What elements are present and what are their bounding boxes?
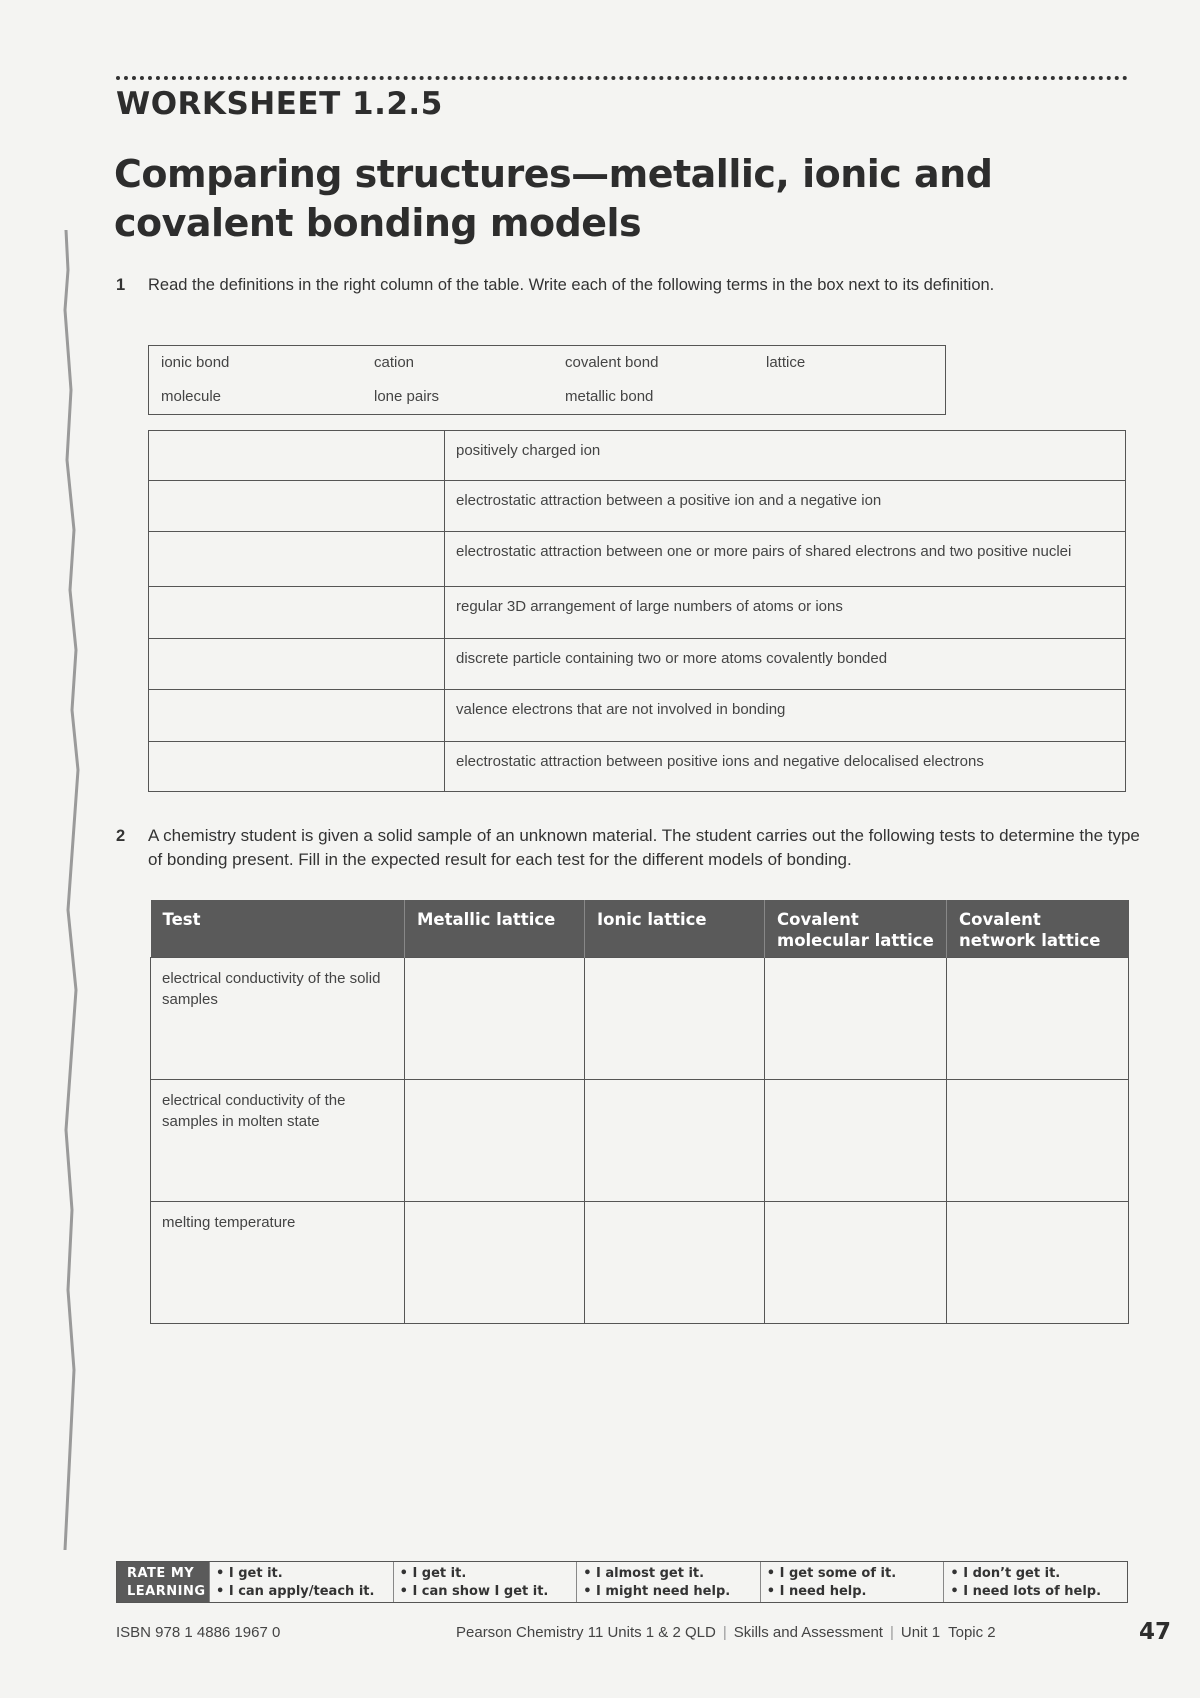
test-cell: electrical conductivity of the solid samples <box>151 958 405 1080</box>
question-number: 2 <box>116 827 126 845</box>
term-item: covalent bond <box>565 354 659 371</box>
column-header: Ionic lattice <box>585 900 765 958</box>
answer-box[interactable] <box>149 431 445 481</box>
rate-my-learning-label: RATE MY LEARNING <box>117 1562 209 1602</box>
rating-option[interactable]: • I get it. • I can apply/teach it. <box>209 1562 393 1602</box>
rating-line: I need lots of help. <box>963 1584 1102 1599</box>
term-item: lone pairs <box>374 388 440 405</box>
table-row <box>149 532 1126 587</box>
answer-cell[interactable] <box>585 1080 765 1202</box>
page-number: 47 <box>1139 1619 1172 1645</box>
footer-book-title: Pearson Chemistry 11 Units 1 & 2 QLD <box>456 1624 716 1641</box>
footer-book-info: Pearson Chemistry 11 Units 1 & 2 QLD | Skills and Assessment | Unit 1 Topic 2 <box>456 1624 996 1641</box>
table-row <box>151 1080 1129 1202</box>
term-item: lattice <box>766 354 806 371</box>
definition-cell: electrostatic attraction between a positive ion and a negative ion <box>445 481 1126 532</box>
term-item: molecule <box>161 388 222 405</box>
answer-cell[interactable] <box>405 1202 585 1324</box>
answer-cell[interactable] <box>585 958 765 1080</box>
table-row <box>149 587 1126 639</box>
column-header: Test <box>151 900 405 958</box>
footer-unit: Unit 1 Topic 2 <box>900 1624 996 1641</box>
answer-cell[interactable] <box>765 958 947 1080</box>
term-item: ionic bond <box>161 354 230 371</box>
question-text: Read the definitions in the right column of the table. Write each of the following terms in the box next to its definition. <box>148 276 995 294</box>
table-row <box>149 431 1126 481</box>
answer-box[interactable] <box>149 690 445 742</box>
answer-box[interactable] <box>149 532 445 587</box>
rating-line: I get some of it. <box>779 1566 897 1581</box>
definition-cell: positively charged ion <box>445 431 1126 481</box>
test-cell: electrical conductivity of the samples in molten state <box>151 1080 405 1202</box>
worksheet-label: WORKSHEET 1.2.5 <box>116 86 443 122</box>
answer-cell[interactable] <box>585 1202 765 1324</box>
answer-cell[interactable] <box>405 958 585 1080</box>
table-row <box>149 639 1126 690</box>
column-header: Covalent network lattice <box>947 900 1129 958</box>
rating-option[interactable]: • I get it. • I can show I get it. <box>393 1562 577 1602</box>
rating-line: I almost get it. <box>596 1566 705 1581</box>
column-header: Covalent molecular lattice <box>765 900 947 958</box>
rating-line: I can show I get it. <box>412 1584 549 1599</box>
question-number: 1 <box>116 276 126 294</box>
page-title: Comparing structures—metallic, ionic and covalent bonding models <box>114 152 993 245</box>
table-header-row <box>151 900 1129 958</box>
definition-cell: electrostatic attraction between one or more pairs of shared electrons and two positive nuclei <box>445 532 1126 587</box>
rate-my-learning-bar <box>116 1561 1128 1603</box>
answer-cell[interactable] <box>405 1080 585 1202</box>
definition-cell: valence electrons that are not involved in bonding <box>445 690 1126 742</box>
rating-line: I can apply/teach it. <box>228 1584 375 1599</box>
header-dotted-rule <box>116 76 1128 80</box>
table-row <box>151 1202 1129 1324</box>
column-header: Metallic lattice <box>405 900 585 958</box>
answer-box[interactable] <box>149 742 445 792</box>
table-row <box>149 690 1126 742</box>
rating-line: I get it. <box>412 1566 467 1581</box>
answer-cell[interactable] <box>947 958 1129 1080</box>
definition-cell: discrete particle containing two or more atoms covalently bonded <box>445 639 1126 690</box>
answer-cell[interactable] <box>947 1202 1129 1324</box>
answer-box[interactable] <box>149 587 445 639</box>
term-box <box>148 345 946 415</box>
definition-cell: regular 3D arrangement of large numbers of atoms or ions <box>445 587 1126 639</box>
footer-isbn: ISBN 978 1 4886 1967 0 <box>116 1624 281 1641</box>
footer-section: Skills and Assessment <box>733 1624 883 1641</box>
rating-option[interactable]: • I don’t get it. • I need lots of help. <box>943 1562 1127 1602</box>
torn-edge-decoration <box>62 230 90 1550</box>
definition-cell: electrostatic attraction between positive ions and negative delocalised electrons <box>445 742 1126 792</box>
answer-cell[interactable] <box>947 1080 1129 1202</box>
rating-line: I might need help. <box>596 1584 731 1599</box>
answer-cell[interactable] <box>765 1080 947 1202</box>
test-cell: melting temperature <box>151 1202 405 1324</box>
term-item: metallic bond <box>565 388 654 405</box>
table-row <box>149 481 1126 532</box>
table-row <box>151 958 1129 1080</box>
answer-box[interactable] <box>149 481 445 532</box>
rating-line: I don’t get it. <box>963 1566 1061 1581</box>
term-item: cation <box>374 354 415 371</box>
question-text: A chemistry student is given a solid sample of an unknown material. The student carries out the following tests to determine the type of bonding present. Fill in the expected result for each test for the different models of bonding. <box>148 826 1140 869</box>
answer-box[interactable] <box>149 639 445 690</box>
rating-line: I need help. <box>779 1584 867 1599</box>
answer-cell[interactable] <box>765 1202 947 1324</box>
rating-line: I get it. <box>228 1566 283 1581</box>
results-table <box>150 900 1129 1324</box>
rating-option[interactable]: • I get some of it. • I need help. <box>760 1562 944 1602</box>
definitions-table <box>148 430 1126 792</box>
table-row <box>149 742 1126 792</box>
rating-option[interactable]: • I almost get it. • I might need help. <box>576 1562 760 1602</box>
